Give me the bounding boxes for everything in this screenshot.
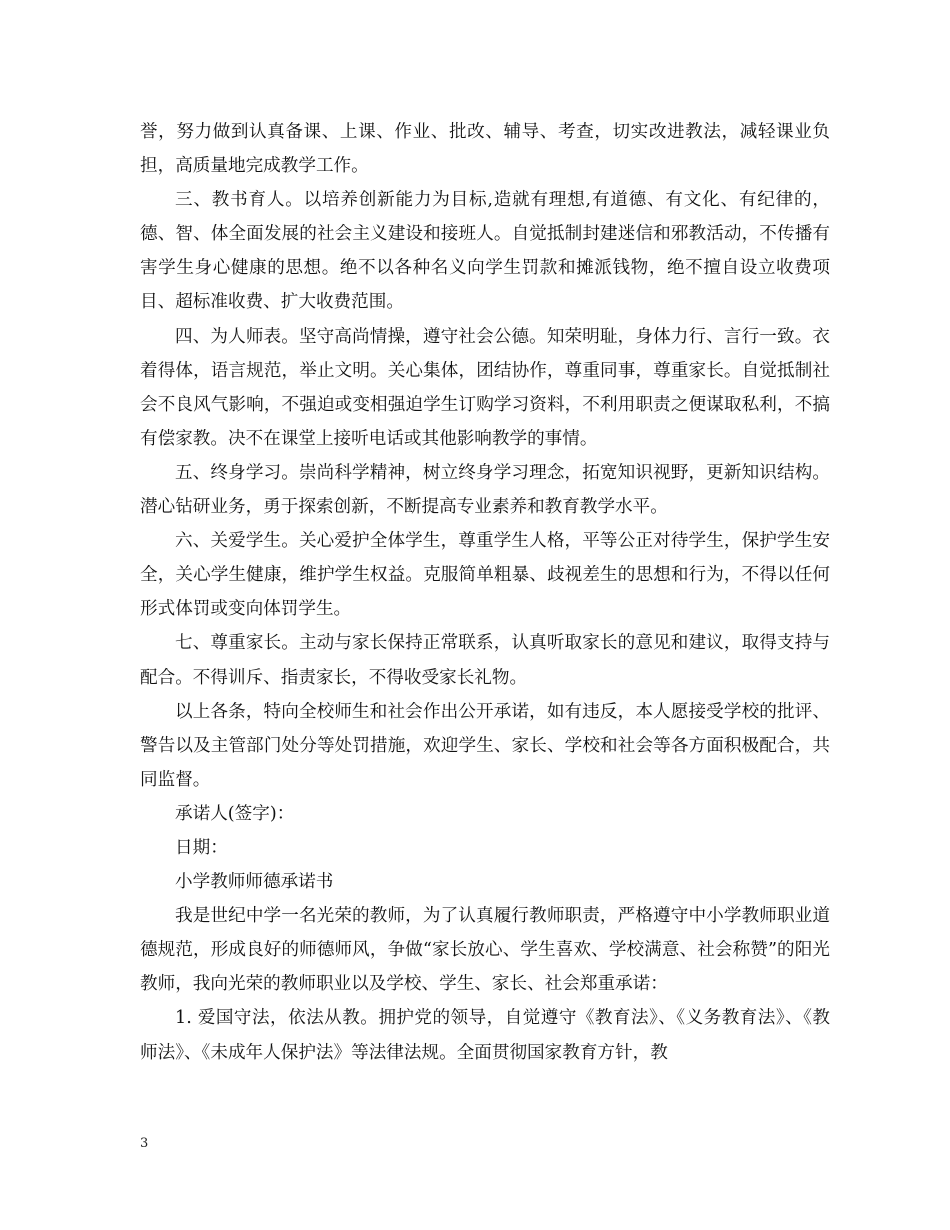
paragraph-item-1: 1. 爱国守法，依法从教。拥护党的领导，自觉遵守《教育法》、《义务教育法》、《教师法》、《未成年人保护法》等法律法规。全面贯彻国家教育方针，教 (140, 1008, 830, 1063)
signature-line: 承诺人(签字)： (175, 803, 295, 824)
paragraph-item-5: 五、终身学习。崇尚科学精神，树立终身学习理念，拓宽知识视野，更新知识结构。潜心钻研业务，勇于探索创新，不断提高专业素养和教育教学水平。 (140, 462, 830, 518)
date-line: 日期： (175, 837, 228, 858)
paragraph-item-6: 六、关爱学生。关心爱护全体学生，尊重学生人格，平等公正对待学生，保护学生安全，关心学生健康，维护学生权益。克服简单粗暴、歧视差生的思想和行为，不得以任何形式体罚或变向体罚学生。 (140, 531, 830, 620)
paragraph-intro: 我是世纪中学一名光荣的教师，为了认真履行教师职责，严格遵守中小学教师职业道德规范，形成良好的师德师风，争做“家长放心、学生喜欢、学校满意、社会称赞”的阳光教师，我向光荣的教师职业以及学校、学生、家长、社会郑重承诺： (140, 906, 830, 995)
paragraph-item-7: 七、尊重家长。主动与家长保持正常联系，认真听取家长的意见和建议，取得支持与配合。不得训斥、指责家长，不得收受家长礼物。 (140, 633, 830, 688)
paragraph-item-4: 四、为人师表。坚守高尚情操，遵守社会公德。知荣明耻，身体力行、言行一致。衣着得体，语言规范，举止文明。关心集体，团结协作，尊重同事，尊重家长。自觉抵制社会不良风气影响，不强迫或变相强迫学生订购学习资料，不利用职责之便谋取私利，不搞有偿家教。决不在课堂上接听电话或其他影响教学的事情。 (140, 326, 830, 449)
page-number: 3 (140, 1136, 149, 1151)
section-title: 小学教师师德承诺书 (175, 872, 334, 893)
document-body (140, 115, 830, 1070)
paragraph-item-3: 三、教书育人。以培养创新能力为目标,造就有理想,有道德、有文化、有纪律的，德、智、体全面发展的社会主义建设和接班人。自觉抵制封建迷信和邪教活动，不传播有害学生身心健康的思想。绝不以各种名义向学生罚款和摊派钱物，绝不擅自设立收费项目、超标准收费、扩大收费范围。 (140, 190, 830, 313)
paragraph-continuation: 誉，努力做到认真备课、上课、作业、批改、辅导、考查，切实改进教法，减轻课业负担，高质量地完成教学工作。 (140, 122, 830, 177)
paragraph-closing: 以上各条，特向全校师生和社会作出公开承诺，如有违反，本人愿接受学校的批评、警告以及主管部门处分等处罚措施，欢迎学生、家长、学校和社会等各方面积极配合，共同监督。 (140, 701, 830, 790)
